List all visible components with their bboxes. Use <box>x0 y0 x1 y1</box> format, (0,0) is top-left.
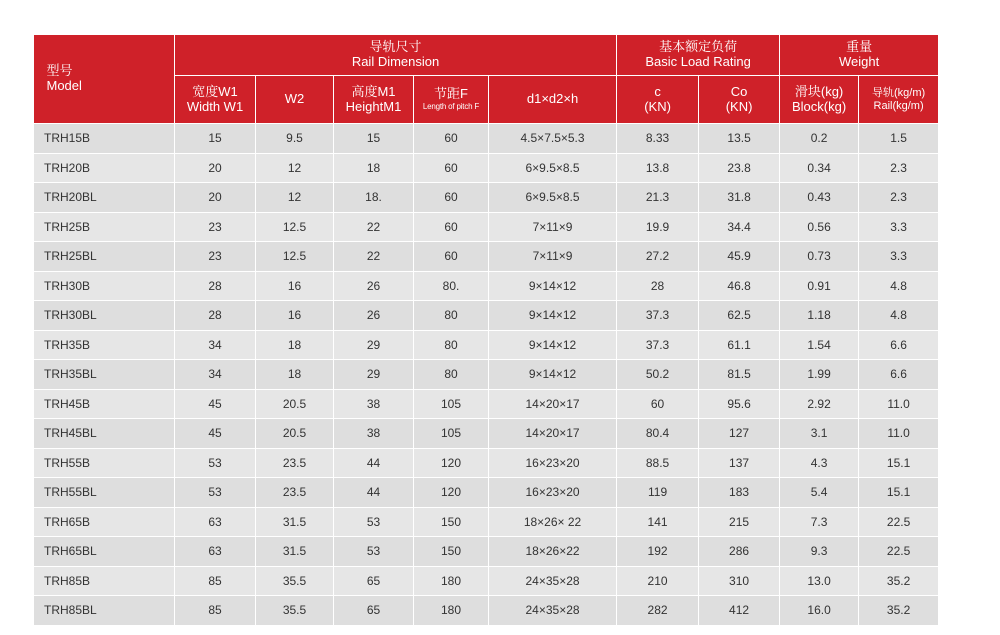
cell-pitch-f: 80. <box>414 271 489 301</box>
cell-width-w1: 34 <box>175 360 256 390</box>
cell-block-weight: 0.43 <box>780 183 859 213</box>
table-row <box>34 212 939 242</box>
col-height-m1-cn: 高度M1 <box>351 83 396 99</box>
cell-pitch-f: 120 <box>414 448 489 478</box>
cell-pitch-f: 180 <box>414 596 489 626</box>
cell-c-rating: 21.3 <box>617 183 699 213</box>
cell-c-rating: 37.3 <box>617 330 699 360</box>
cell-d1-d2-h: 7×11×9 <box>489 212 617 242</box>
cell-co-rating: 61.1 <box>699 330 780 360</box>
cell-width-w1: 53 <box>175 448 256 478</box>
cell-model: TRH35B <box>34 330 175 360</box>
cell-width-w1: 20 <box>175 153 256 183</box>
cell-block-weight: 1.54 <box>780 330 859 360</box>
cell-model: TRH65B <box>34 507 175 537</box>
cell-pitch-f: 105 <box>414 419 489 449</box>
cell-d1-d2-h: 24×35×28 <box>489 596 617 626</box>
table-row <box>34 301 939 331</box>
cell-model: TRH15B <box>34 124 175 154</box>
cell-d1-d2-h: 16×23×20 <box>489 478 617 508</box>
cell-width-w1: 28 <box>175 271 256 301</box>
cell-height-m1: 38 <box>334 389 414 419</box>
cell-co-rating: 183 <box>699 478 780 508</box>
col-block-cn: 滑块(kg) <box>794 83 844 99</box>
cell-d1-d2-h: 6×9.5×8.5 <box>489 183 617 213</box>
col-co-label: Co <box>730 83 748 99</box>
cell-c-rating: 28 <box>617 271 699 301</box>
cell-w2: 35.5 <box>256 566 334 596</box>
cell-d1-d2-h: 9×14×12 <box>489 271 617 301</box>
cell-c-rating: 282 <box>617 596 699 626</box>
cell-pitch-f: 105 <box>414 389 489 419</box>
cell-c-rating: 19.9 <box>617 212 699 242</box>
cell-w2: 12.5 <box>256 212 334 242</box>
cell-height-m1: 29 <box>334 360 414 390</box>
model-header <box>34 35 175 124</box>
cell-block-weight: 9.3 <box>780 537 859 567</box>
cell-width-w1: 23 <box>175 212 256 242</box>
col-pitch-f-cn: 节距F <box>434 86 468 102</box>
cell-rail-weight: 3.3 <box>859 242 939 272</box>
cell-model: TRH85BL <box>34 596 175 626</box>
cell-model: TRH55BL <box>34 478 175 508</box>
col-co-unit: (KN) <box>725 98 753 114</box>
cell-co-rating: 286 <box>699 537 780 567</box>
table-row <box>34 507 939 537</box>
cell-d1-d2-h: 16×23×20 <box>489 448 617 478</box>
cell-d1-d2-h: 4.5×7.5×5.3 <box>489 124 617 154</box>
cell-block-weight: 0.2 <box>780 124 859 154</box>
cell-co-rating: 34.4 <box>699 212 780 242</box>
cell-c-rating: 119 <box>617 478 699 508</box>
cell-co-rating: 62.5 <box>699 301 780 331</box>
cell-co-rating: 23.8 <box>699 153 780 183</box>
cell-pitch-f: 80 <box>414 360 489 390</box>
cell-c-rating: 210 <box>617 566 699 596</box>
cell-d1-d2-h: 14×20×17 <box>489 419 617 449</box>
col-pitch-f <box>414 76 489 124</box>
load-rating-cn: 基本额定负荷 <box>659 39 738 55</box>
cell-block-weight: 5.4 <box>780 478 859 508</box>
cell-width-w1: 63 <box>175 537 256 567</box>
cell-co-rating: 310 <box>699 566 780 596</box>
cell-pitch-f: 180 <box>414 566 489 596</box>
table-row <box>34 389 939 419</box>
table-row <box>34 566 939 596</box>
cell-height-m1: 18. <box>334 183 414 213</box>
col-rail-weight <box>859 76 939 124</box>
cell-height-m1: 53 <box>334 537 414 567</box>
cell-pitch-f: 60 <box>414 153 489 183</box>
cell-block-weight: 16.0 <box>780 596 859 626</box>
table-row <box>34 419 939 449</box>
col-pitch-f-en: Length of pitch F <box>422 102 480 112</box>
cell-d1-d2-h: 24×35×28 <box>489 566 617 596</box>
col-c <box>617 76 699 124</box>
cell-height-m1: 22 <box>334 242 414 272</box>
cell-w2: 12 <box>256 183 334 213</box>
col-rail-cn: 导轨(kg/m) <box>872 86 926 99</box>
cell-model: TRH20B <box>34 153 175 183</box>
cell-pitch-f: 80 <box>414 330 489 360</box>
cell-block-weight: 4.3 <box>780 448 859 478</box>
cell-model: TRH35BL <box>34 360 175 390</box>
col-width-w1-cn: 宽度W1 <box>192 83 238 99</box>
cell-w2: 23.5 <box>256 448 334 478</box>
cell-pitch-f: 120 <box>414 478 489 508</box>
cell-rail-weight: 11.0 <box>859 419 939 449</box>
cell-height-m1: 18 <box>334 153 414 183</box>
weight-header <box>780 35 939 76</box>
cell-c-rating: 192 <box>617 537 699 567</box>
cell-w2: 12 <box>256 153 334 183</box>
cell-w2: 12.5 <box>256 242 334 272</box>
weight-cn: 重量 <box>846 39 873 55</box>
cell-rail-weight: 22.5 <box>859 507 939 537</box>
cell-co-rating: 412 <box>699 596 780 626</box>
col-height-m1-en: HeightM1 <box>345 98 402 114</box>
cell-pitch-f: 60 <box>414 124 489 154</box>
cell-rail-weight: 6.6 <box>859 360 939 390</box>
cell-model: TRH65BL <box>34 537 175 567</box>
col-c-label: c <box>654 83 661 99</box>
table-row <box>34 596 939 626</box>
cell-rail-weight: 6.6 <box>859 330 939 360</box>
cell-model: TRH30BL <box>34 301 175 331</box>
cell-block-weight: 1.99 <box>780 360 859 390</box>
cell-c-rating: 13.8 <box>617 153 699 183</box>
table-row <box>34 153 939 183</box>
col-block-weight <box>780 76 859 124</box>
cell-c-rating: 8.33 <box>617 124 699 154</box>
cell-d1-d2-h: 14×20×17 <box>489 389 617 419</box>
cell-width-w1: 63 <box>175 507 256 537</box>
cell-c-rating: 37.3 <box>617 301 699 331</box>
cell-rail-weight: 35.2 <box>859 596 939 626</box>
cell-w2: 18 <box>256 360 334 390</box>
cell-rail-weight: 1.5 <box>859 124 939 154</box>
cell-width-w1: 53 <box>175 478 256 508</box>
spec-table <box>33 35 939 626</box>
table-row <box>34 242 939 272</box>
cell-co-rating: 137 <box>699 448 780 478</box>
cell-rail-weight: 22.5 <box>859 537 939 567</box>
cell-w2: 18 <box>256 330 334 360</box>
cell-co-rating: 46.8 <box>699 271 780 301</box>
cell-pitch-f: 150 <box>414 507 489 537</box>
cell-pitch-f: 60 <box>414 242 489 272</box>
cell-model: TRH20BL <box>34 183 175 213</box>
cell-height-m1: 44 <box>334 448 414 478</box>
cell-model: TRH25BL <box>34 242 175 272</box>
cell-width-w1: 28 <box>175 301 256 331</box>
rail-dimension-cn: 导轨尺寸 <box>369 39 422 55</box>
model-header-en: Model <box>46 78 82 93</box>
cell-height-m1: 38 <box>334 419 414 449</box>
cell-pitch-f: 60 <box>414 212 489 242</box>
cell-co-rating: 81.5 <box>699 360 780 390</box>
load-rating-en: Basic Load Rating <box>645 54 751 69</box>
col-c-unit: (KN) <box>644 98 671 114</box>
cell-block-weight: 2.92 <box>780 389 859 419</box>
cell-co-rating: 13.5 <box>699 124 780 154</box>
cell-pitch-f: 80 <box>414 301 489 331</box>
table-body <box>34 124 939 626</box>
cell-height-m1: 53 <box>334 507 414 537</box>
cell-w2: 31.5 <box>256 507 334 537</box>
table-row <box>34 537 939 567</box>
cell-model: TRH25B <box>34 212 175 242</box>
table-row <box>34 183 939 213</box>
cell-model: TRH55B <box>34 448 175 478</box>
cell-pitch-f: 60 <box>414 183 489 213</box>
cell-d1-d2-h: 18×26×22 <box>489 537 617 567</box>
cell-width-w1: 45 <box>175 389 256 419</box>
cell-rail-weight: 3.3 <box>859 212 939 242</box>
cell-width-w1: 23 <box>175 242 256 272</box>
cell-w2: 23.5 <box>256 478 334 508</box>
table-row <box>34 330 939 360</box>
table-row <box>34 124 939 154</box>
cell-d1-d2-h: 9×14×12 <box>489 330 617 360</box>
cell-rail-weight: 35.2 <box>859 566 939 596</box>
cell-model: TRH30B <box>34 271 175 301</box>
model-header-cn: 型号 <box>46 63 73 79</box>
col-block-en: Block(kg) <box>791 98 847 114</box>
cell-width-w1: 20 <box>175 183 256 213</box>
cell-block-weight: 0.73 <box>780 242 859 272</box>
weight-en: Weight <box>838 54 880 69</box>
cell-d1-d2-h: 6×9.5×8.5 <box>489 153 617 183</box>
cell-height-m1: 65 <box>334 596 414 626</box>
cell-block-weight: 13.0 <box>780 566 859 596</box>
cell-c-rating: 88.5 <box>617 448 699 478</box>
cell-block-weight: 1.18 <box>780 301 859 331</box>
cell-block-weight: 0.56 <box>780 212 859 242</box>
rail-dimension-en: Rail Dimension <box>351 54 440 69</box>
cell-height-m1: 26 <box>334 301 414 331</box>
cell-rail-weight: 2.3 <box>859 183 939 213</box>
cell-block-weight: 3.1 <box>780 419 859 449</box>
col-rail-en: Rail(kg/m) <box>873 99 924 112</box>
col-d1-d2-h: d1×d2×h <box>489 76 617 124</box>
cell-c-rating: 27.2 <box>617 242 699 272</box>
cell-co-rating: 215 <box>699 507 780 537</box>
cell-rail-weight: 15.1 <box>859 478 939 508</box>
table-row <box>34 360 939 390</box>
cell-width-w1: 85 <box>175 566 256 596</box>
cell-co-rating: 127 <box>699 419 780 449</box>
cell-c-rating: 141 <box>617 507 699 537</box>
cell-rail-weight: 4.8 <box>859 271 939 301</box>
cell-height-m1: 26 <box>334 271 414 301</box>
cell-width-w1: 15 <box>175 124 256 154</box>
cell-c-rating: 80.4 <box>617 419 699 449</box>
cell-width-w1: 34 <box>175 330 256 360</box>
cell-block-weight: 7.3 <box>780 507 859 537</box>
cell-c-rating: 50.2 <box>617 360 699 390</box>
table-row <box>34 448 939 478</box>
table-row <box>34 478 939 508</box>
cell-w2: 20.5 <box>256 389 334 419</box>
cell-d1-d2-h: 9×14×12 <box>489 360 617 390</box>
cell-block-weight: 0.91 <box>780 271 859 301</box>
table-row <box>34 271 939 301</box>
cell-w2: 16 <box>256 271 334 301</box>
cell-height-m1: 22 <box>334 212 414 242</box>
cell-d1-d2-h: 18×26× 22 <box>489 507 617 537</box>
cell-rail-weight: 15.1 <box>859 448 939 478</box>
cell-height-m1: 29 <box>334 330 414 360</box>
cell-model: TRH85B <box>34 566 175 596</box>
cell-co-rating: 95.6 <box>699 389 780 419</box>
cell-d1-d2-h: 9×14×12 <box>489 301 617 331</box>
col-co <box>699 76 780 124</box>
cell-pitch-f: 150 <box>414 537 489 567</box>
col-w2: W2 <box>256 76 334 124</box>
load-rating-header <box>617 35 780 76</box>
cell-height-m1: 44 <box>334 478 414 508</box>
cell-height-m1: 15 <box>334 124 414 154</box>
cell-w2: 9.5 <box>256 124 334 154</box>
cell-w2: 16 <box>256 301 334 331</box>
cell-rail-weight: 4.8 <box>859 301 939 331</box>
cell-rail-weight: 11.0 <box>859 389 939 419</box>
cell-width-w1: 85 <box>175 596 256 626</box>
cell-co-rating: 45.9 <box>699 242 780 272</box>
cell-model: TRH45B <box>34 389 175 419</box>
cell-w2: 31.5 <box>256 537 334 567</box>
cell-block-weight: 0.34 <box>780 153 859 183</box>
rail-dimension-header <box>175 35 617 76</box>
col-width-w1 <box>175 76 256 124</box>
cell-co-rating: 31.8 <box>699 183 780 213</box>
cell-width-w1: 45 <box>175 419 256 449</box>
cell-rail-weight: 2.3 <box>859 153 939 183</box>
cell-c-rating: 60 <box>617 389 699 419</box>
cell-model: TRH45BL <box>34 419 175 449</box>
col-width-w1-en: Width W1 <box>186 98 244 114</box>
cell-d1-d2-h: 7×11×9 <box>489 242 617 272</box>
cell-w2: 20.5 <box>256 419 334 449</box>
cell-height-m1: 65 <box>334 566 414 596</box>
col-height-m1 <box>334 76 414 124</box>
cell-w2: 35.5 <box>256 596 334 626</box>
